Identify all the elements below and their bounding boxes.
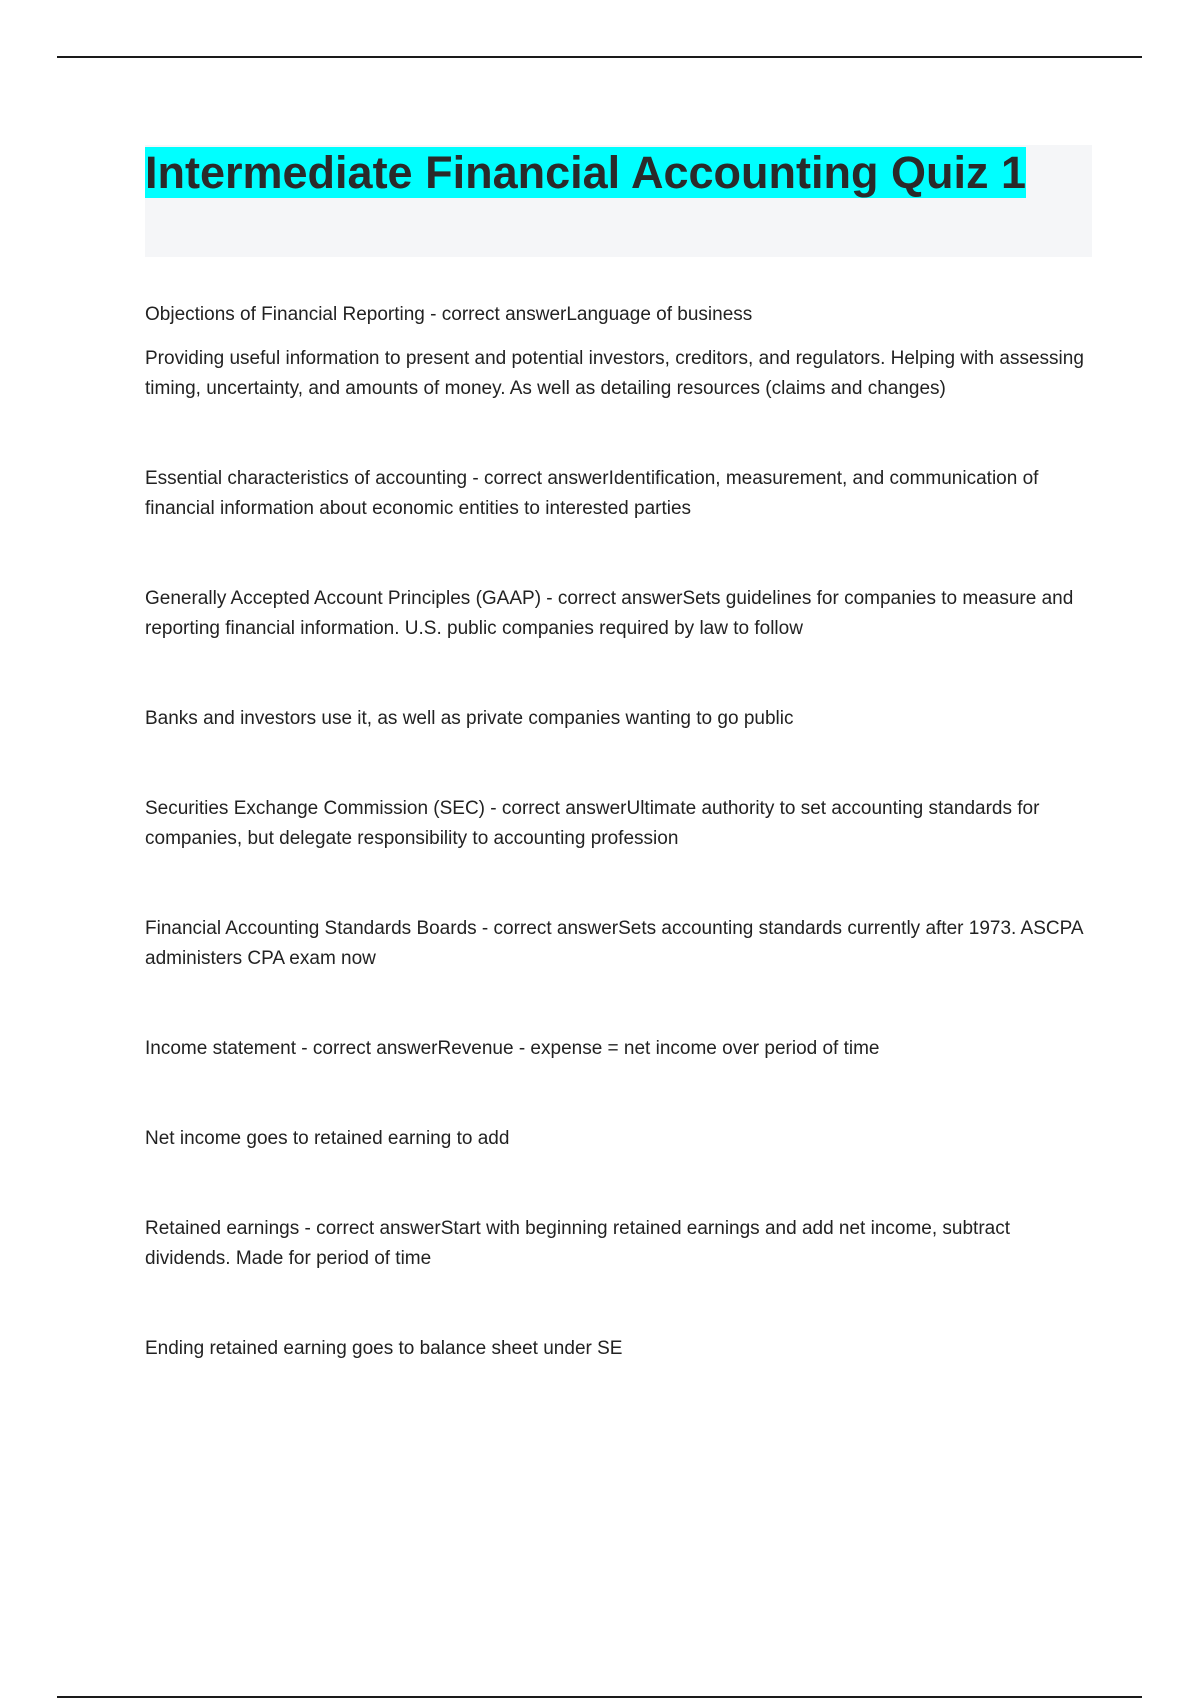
entry-useful-information: Providing useful information to present and potential investors, creditors, and regulators. Helping with assessing timing, uncertainty, and amounts of money. As well as detailing resources (claims and changes)	[145, 348, 1084, 399]
entry-essential-characteristics: Essential characteristics of accounting - correct answerIdentification, measurement, and communication of financial information about economic entities to interested parties	[145, 468, 1039, 519]
top-rule	[57, 56, 1142, 58]
entry-gaap: Generally Accepted Account Principles (GAAP) - correct answerSets guidelines for companies to measure and reporting financial information. U.S. public companies required by law to follow	[145, 588, 1074, 639]
title-highlight: Intermediate Financial Accounting Quiz 1	[145, 147, 1026, 198]
entry-banks-and-investors: Banks and investors use it, as well as private companies wanting to go public	[145, 708, 794, 729]
entry-income-statement: Income statement - correct answerRevenue - expense = net income over period of time	[145, 1038, 880, 1059]
entry-net-income: Net income goes to retained earning to add	[145, 1128, 510, 1149]
document-title	[145, 145, 1065, 201]
entry-objections-of-financial-reporting: Objections of Financial Reporting - correct answerLanguage of business	[145, 304, 753, 325]
entry-retained-earnings: Retained earnings - correct answerStart with beginning retained earnings and add net income, subtract dividends. Made for period of time	[145, 1218, 1011, 1269]
document-body	[145, 300, 1095, 1364]
entry-fasb: Financial Accounting Standards Boards - correct answerSets accounting standards currently after 1973. ASCPA administers CPA exam now	[145, 918, 1083, 969]
entry-ending-retained-earning: Ending retained earning goes to balance sheet under SE	[145, 1338, 623, 1359]
bottom-rule	[57, 1696, 1142, 1698]
entry-sec: Securities Exchange Commission (SEC) - correct answerUltimate authority to set accounting standards for companies, but delegate responsibility to accounting profession	[145, 798, 1040, 849]
